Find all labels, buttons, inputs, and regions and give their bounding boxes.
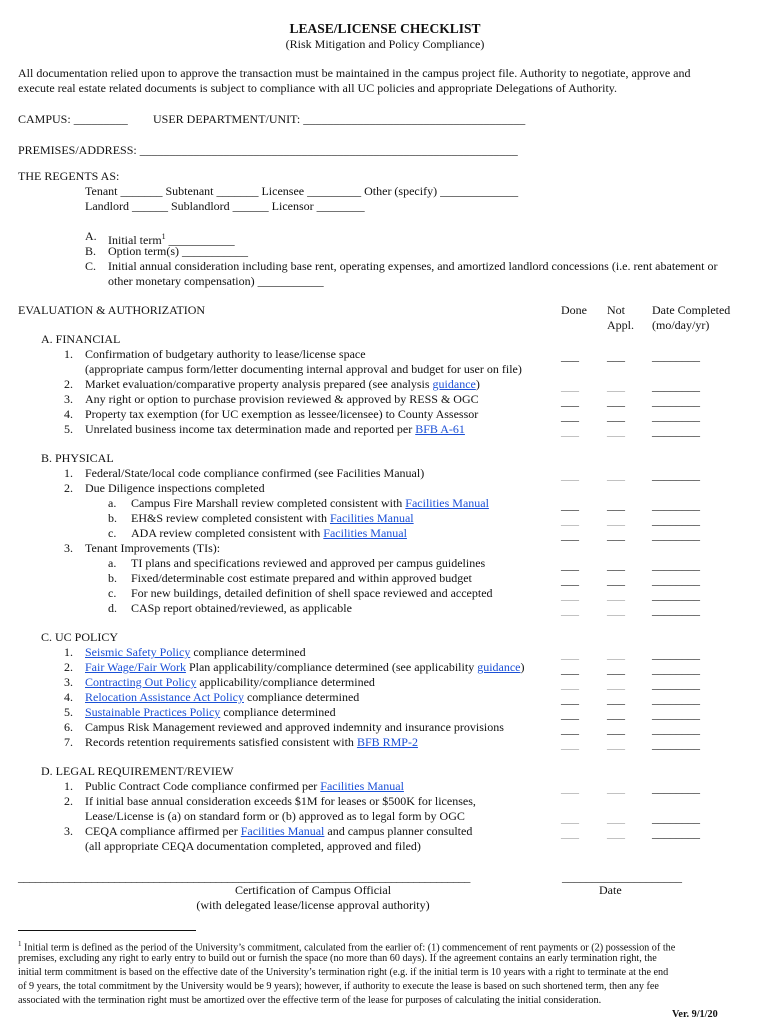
- done-field[interactable]: ___: [561, 692, 579, 706]
- term-c-label: C.: [85, 259, 97, 273]
- section-legal-heading: D. LEGAL REQUIREMENT/REVIEW: [41, 764, 234, 778]
- done-field[interactable]: ___: [561, 811, 579, 825]
- column-date-completed: Date Completed: [652, 303, 731, 317]
- not-applicable-field[interactable]: ___: [607, 513, 625, 527]
- not-applicable-field[interactable]: ___: [607, 722, 625, 736]
- item-number: 2.: [64, 377, 73, 391]
- department-field[interactable]: USER DEPARTMENT/UNIT: _____________________________________: [153, 112, 526, 126]
- item-c1-text: Seismic Safety Policy compliance determined: [85, 645, 306, 659]
- item-d3-text-2: (all appropriate CEQA documentation completed, approved and filed): [85, 839, 421, 853]
- footnote-line-2: premises, excluding any right to early entry to build out or furnish the space (no more than 60 days). If the agreement contains an early termination right, the: [18, 953, 657, 964]
- date-field[interactable]: ________: [652, 409, 700, 423]
- date-field[interactable]: ________: [652, 573, 700, 587]
- done-field[interactable]: ___: [561, 394, 579, 408]
- not-applicable-field[interactable]: ___: [607, 811, 625, 825]
- item-number: 3.: [64, 541, 73, 555]
- facilities-manual-link[interactable]: Facilities Manual: [405, 496, 489, 510]
- item-d3-text: CEQA compliance affirmed per Facilities Manual and campus planner consulted: [85, 824, 473, 838]
- item-number: 5.: [64, 422, 73, 436]
- item-number: 2.: [64, 794, 73, 808]
- premises-field[interactable]: PREMISES/ADDRESS: _______________________________________________________________: [18, 143, 518, 157]
- not-applicable-field[interactable]: ___: [607, 379, 625, 393]
- done-field[interactable]: ___: [561, 677, 579, 691]
- date-field[interactable]: ________: [652, 528, 700, 542]
- facilities-manual-link[interactable]: Facilities Manual: [323, 526, 407, 540]
- date-field[interactable]: ________: [652, 468, 700, 482]
- item-b3d-text: CASp report obtained/reviewed, as applicable: [131, 601, 352, 615]
- item-number: 2.: [64, 660, 73, 674]
- done-field[interactable]: ___: [561, 826, 579, 840]
- footnote-line-1: $^1$ Initial term is defined as the period of the University’s commitment, calculated from the earlier of: (1) commencement of rent payments or (2) possession of the: [18, 940, 676, 954]
- item-b3-text: Tenant Improvements (TIs):: [85, 541, 221, 555]
- not-applicable-field[interactable]: ___: [607, 677, 625, 691]
- done-field[interactable]: ___: [561, 662, 579, 676]
- done-field[interactable]: ___: [561, 379, 579, 393]
- item-d2-text-2: Lease/License is (a) on standard form or (b) approved as to legal form by OGC: [85, 809, 465, 823]
- contracting-out-policy-link[interactable]: Contracting Out Policy: [85, 675, 197, 689]
- done-field[interactable]: ___: [561, 737, 579, 751]
- not-applicable-field[interactable]: ___: [607, 781, 625, 795]
- done-field[interactable]: ___: [561, 573, 579, 587]
- item-b3b-text: Fixed/determinable cost estimate prepared and within approved budget: [131, 571, 472, 585]
- done-field[interactable]: ___: [561, 558, 579, 572]
- item-letter: c.: [108, 526, 117, 540]
- consideration-field-line-1[interactable]: Initial annual consideration including base rent, operating expenses, and amortized landlord concessions (i.e. rent abatement or: [108, 259, 718, 273]
- not-applicable-field[interactable]: ___: [607, 737, 625, 751]
- item-number: 7.: [64, 735, 73, 749]
- not-applicable-field[interactable]: ___: [607, 409, 625, 423]
- date-field[interactable]: ________: [652, 677, 700, 691]
- not-applicable-field[interactable]: ___: [607, 558, 625, 572]
- item-number: 1.: [64, 645, 73, 659]
- not-applicable-field[interactable]: ___: [607, 662, 625, 676]
- evaluation-heading: EVALUATION & AUTHORIZATION: [18, 303, 206, 317]
- date-field[interactable]: ________: [652, 588, 700, 602]
- not-applicable-field[interactable]: ___: [607, 424, 625, 438]
- item-number: 6.: [64, 720, 73, 734]
- date-field[interactable]: ________: [652, 781, 700, 795]
- item-b1-text: Federal/State/local code compliance confirmed (see Facilities Manual): [85, 466, 425, 480]
- campus-field[interactable]: CAMPUS: _________: [18, 112, 128, 126]
- done-field[interactable]: ___: [561, 722, 579, 736]
- consideration-field-line-2[interactable]: other monetary compensation) ___________: [108, 274, 324, 288]
- item-number: 2.: [64, 481, 73, 495]
- bfb-rmp2-link[interactable]: BFB RMP-2: [356, 735, 418, 749]
- section-uc-policy-heading: C. UC POLICY: [41, 630, 119, 644]
- done-field[interactable]: ___: [561, 409, 579, 423]
- not-applicable-field[interactable]: ___: [607, 498, 625, 512]
- signature-line[interactable]: ________________________________________________________________________________: [18, 870, 471, 884]
- applicability-guidance-link[interactable]: guidance: [477, 660, 521, 674]
- term-a-label: A.: [85, 229, 97, 243]
- not-applicable-field[interactable]: ___: [607, 468, 625, 482]
- certification-sublabel: (with delegated lease/license approval authority): [196, 898, 430, 912]
- regents-heading: THE REGENTS AS:: [18, 169, 120, 183]
- not-applicable-field[interactable]: ___: [607, 707, 625, 721]
- item-c5-text: Sustainable Practices Policy compliance determined: [85, 705, 336, 719]
- analysis-guidance-link[interactable]: guidance: [432, 377, 476, 391]
- date-field[interactable]: ________: [652, 811, 700, 825]
- done-field[interactable]: ___: [561, 647, 579, 661]
- facilities-manual-link[interactable]: Facilities Manual: [329, 511, 414, 525]
- date-field[interactable]: ________: [652, 558, 700, 572]
- item-b2a-text: Campus Fire Marshall review completed consistent with Facilities Manual: [131, 496, 489, 510]
- item-letter: d.: [108, 601, 117, 615]
- item-d2-text: If initial base annual consideration exceeds $1M for leases or $500K for licenses,: [85, 794, 476, 808]
- date-field[interactable]: ________: [652, 692, 700, 706]
- item-c2-text: Fair Wage/Fair Work Plan applicability/compliance determined (see applicability guidance): [85, 660, 525, 674]
- done-field[interactable]: ___: [561, 513, 579, 527]
- item-number: 4.: [64, 690, 73, 704]
- footnote-line-4: of 9 years, the total commitment by the University would be 9 years); however, if authority to execute the lease is based on such shortened term, then any fee: [18, 981, 659, 992]
- date-field[interactable]: ________: [652, 707, 700, 721]
- item-b3a-text: TI plans and specifications reviewed and approved per campus guidelines: [131, 556, 486, 570]
- item-letter: a.: [108, 496, 117, 510]
- item-b2c-text: ADA review completed consistent with Facilities Manual: [131, 526, 407, 540]
- item-number: 3.: [64, 675, 73, 689]
- item-number: 1.: [64, 779, 73, 793]
- done-field[interactable]: ___: [561, 349, 579, 363]
- document-subtitle: (Risk Mitigation and Policy Compliance): [285, 37, 485, 51]
- item-a1-text: Confirmation of budgetary authority to lease/license space: [85, 347, 366, 361]
- item-number: 3.: [64, 824, 73, 838]
- not-applicable-field[interactable]: ___: [607, 647, 625, 661]
- relocation-assistance-link[interactable]: Relocation Assistance Act Policy: [85, 690, 244, 704]
- done-field[interactable]: ___: [561, 528, 579, 542]
- date-field[interactable]: ________: [652, 379, 700, 393]
- item-b3c-text: For new buildings, detailed definition of shell space reviewed and accepted: [131, 586, 493, 600]
- done-field[interactable]: ___: [561, 603, 579, 617]
- not-applicable-field[interactable]: ___: [607, 692, 625, 706]
- date-field[interactable]: ________: [652, 647, 700, 661]
- date-field[interactable]: ________: [652, 722, 700, 736]
- date-signature-line[interactable]: ____________________: [562, 870, 682, 884]
- item-number: 5.: [64, 705, 73, 719]
- date-field[interactable]: ________: [652, 603, 700, 617]
- date-label: Date: [599, 883, 622, 897]
- item-letter: b.: [108, 511, 117, 525]
- version-label: Ver. 9/1/20: [672, 1009, 718, 1020]
- item-c4-text: Relocation Assistance Act Policy compliance determined: [85, 690, 360, 704]
- item-a3-text: Any right or option to purchase provision reviewed & approved by RESS & OGC: [85, 392, 479, 406]
- not-applicable-field[interactable]: ___: [607, 528, 625, 542]
- term-b-label: B.: [85, 244, 97, 258]
- date-field[interactable]: ________: [652, 424, 700, 438]
- initial-term-field[interactable]: Initial term$^1$ ___________: [108, 232, 235, 247]
- item-c6-text: Campus Risk Management reviewed and approved indemnity and insurance provisions: [85, 720, 504, 734]
- item-b2b-text: EH&S review completed consistent with Facilities Manual: [131, 511, 414, 525]
- item-letter: c.: [108, 586, 117, 600]
- column-done: Done: [561, 303, 587, 317]
- date-field[interactable]: ________: [652, 498, 700, 512]
- date-field[interactable]: ________: [652, 394, 700, 408]
- document-title: LEASE/LICENSE CHECKLIST: [289, 21, 481, 36]
- item-c3-text: Contracting Out Policy applicability/compliance determined: [85, 675, 375, 689]
- item-letter: b.: [108, 571, 117, 585]
- column-not-applicable-2: Appl.: [607, 318, 634, 332]
- not-applicable-field[interactable]: ___: [607, 573, 625, 587]
- fair-wage-link[interactable]: Fair Wage/Fair Work: [85, 660, 186, 674]
- intro-text-line-2: execute real estate related documents is subject to compliance with all UC policies and appropriate Delegations of Authority.: [18, 81, 618, 95]
- done-field[interactable]: ___: [561, 707, 579, 721]
- not-applicable-field[interactable]: ___: [607, 349, 625, 363]
- intro-text-line-1: All documentation relied upon to approve the transaction must be maintained in the campus project file. Authority to negotiate, approve and: [18, 66, 691, 80]
- item-number: 3.: [64, 392, 73, 406]
- item-a1-text-2: (appropriate campus form/letter documenting internal approval and budget for user on file): [85, 362, 522, 376]
- date-field[interactable]: ________: [652, 349, 700, 363]
- certification-label: Certification of Campus Official: [234, 883, 392, 897]
- facilities-manual-link[interactable]: Facilities Manual: [320, 779, 404, 793]
- not-applicable-field[interactable]: ___: [607, 603, 625, 617]
- item-letter: a.: [108, 556, 117, 570]
- not-applicable-field[interactable]: ___: [607, 394, 625, 408]
- item-c7-text: Records retention requirements satisfied consistent with BFB RMP-2: [85, 735, 418, 749]
- done-field[interactable]: ___: [561, 424, 579, 438]
- item-d1-text: Public Contract Code compliance confirmed per Facilities Manual: [85, 779, 404, 793]
- item-number: 1.: [64, 466, 73, 480]
- done-field[interactable]: ___: [561, 498, 579, 512]
- footnote-divider: [18, 930, 196, 931]
- done-field[interactable]: ___: [561, 588, 579, 602]
- column-date-format: (mo/day/yr): [652, 318, 710, 332]
- facilities-manual-link[interactable]: Facilities Manual: [240, 824, 325, 838]
- date-field[interactable]: ________: [652, 737, 700, 751]
- column-not-applicable: Not: [607, 303, 625, 317]
- item-number: 4.: [64, 407, 73, 421]
- date-field[interactable]: ________: [652, 826, 700, 840]
- done-field[interactable]: ___: [561, 781, 579, 795]
- item-a2-text: Market evaluation/comparative property analysis prepared (see analysis guidance): [85, 377, 480, 391]
- done-field[interactable]: ___: [561, 468, 579, 482]
- item-b2-text: Due Diligence inspections completed: [85, 481, 265, 495]
- sustainable-practices-link[interactable]: Sustainable Practices Policy: [85, 705, 221, 719]
- bfb-a61-link[interactable]: BFB A-61: [415, 422, 465, 436]
- item-a5-text: Unrelated business income tax determination made and reported per BFB A-61: [85, 422, 465, 436]
- date-field[interactable]: ________: [652, 513, 700, 527]
- not-applicable-field[interactable]: ___: [607, 826, 625, 840]
- regents-roles-line-2[interactable]: Landlord ______ Sublandlord ______ Licensor ________: [85, 199, 365, 213]
- regents-roles-line-1[interactable]: Tenant _______ Subtenant _______ Licensee _________ Other (specify) _____________: [85, 184, 519, 198]
- footnote-line-3: initial term commitment is based on the effective date of the University’s termination right (e.g. if the initial term is 10 years with a right to terminate at the end: [18, 967, 669, 978]
- seismic-safety-policy-link[interactable]: Seismic Safety Policy: [85, 645, 191, 659]
- not-applicable-field[interactable]: ___: [607, 588, 625, 602]
- date-field[interactable]: ________: [652, 662, 700, 676]
- section-physical-heading: B. PHYSICAL: [41, 451, 114, 465]
- item-number: 1.: [64, 347, 73, 361]
- option-term-field[interactable]: Option term(s) ___________: [108, 244, 248, 258]
- section-financial-heading: A. FINANCIAL: [41, 332, 121, 346]
- footnote-line-5: associated with the termination right must be amortized over the effective term of the lease for purposes of calculating the initial consideration.: [18, 995, 602, 1006]
- item-a4-text: Property tax exemption (for UC exemption as lessee/licensee) to County Assessor: [85, 407, 479, 421]
